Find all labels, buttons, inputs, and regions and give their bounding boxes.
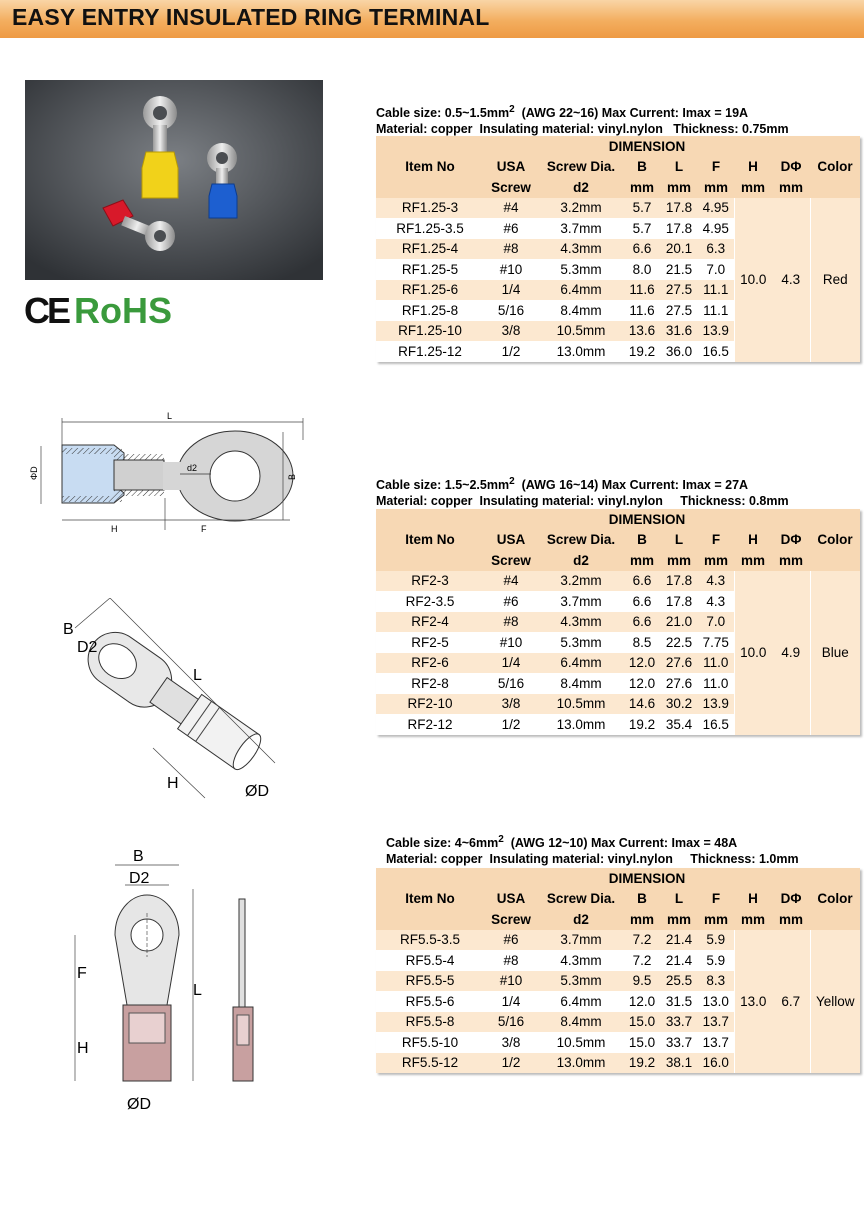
cell-item: RF1.25-12 — [376, 341, 484, 362]
dimension-table-2 — [376, 509, 860, 735]
cell-F: 13.9 — [698, 694, 734, 715]
header-usa: USA — [484, 889, 538, 910]
cell-screw: 8.4mm — [538, 673, 624, 694]
cell-item: RF1.25-3 — [376, 198, 484, 219]
cell-L: 33.7 — [660, 1012, 698, 1033]
cell-screw: 5.3mm — [538, 632, 624, 653]
cell-screw: 3.7mm — [538, 930, 624, 951]
dim-label-d2: d2 — [187, 463, 198, 473]
cell-dphi: 4.9 — [772, 571, 810, 735]
cell-H: 10.0 — [734, 571, 772, 735]
cell-item: RF5.5-6 — [376, 991, 484, 1012]
header-screw: Screw — [484, 909, 538, 930]
cell-L: 30.2 — [660, 694, 698, 715]
cell-usa: #6 — [484, 591, 538, 612]
header-F: F — [698, 530, 734, 551]
cell-F: 11.1 — [698, 300, 734, 321]
cell-L: 21.4 — [660, 950, 698, 971]
cell-F: 4.3 — [698, 571, 734, 592]
cell-screw: 10.5mm — [538, 1032, 624, 1053]
cell-screw: 13.0mm — [538, 341, 624, 362]
dim-label-H: H — [111, 524, 118, 534]
cell-F: 13.7 — [698, 1012, 734, 1033]
certification-logos — [24, 290, 172, 332]
front-label-B: B — [133, 848, 144, 865]
cell-color: Red — [810, 198, 860, 362]
cell-screw: 8.4mm — [538, 1012, 624, 1033]
ce-mark: CE — [24, 290, 69, 331]
cell-item: RF2-3 — [376, 571, 484, 592]
cell-usa: 5/16 — [484, 300, 538, 321]
cell-item: RF2-6 — [376, 653, 484, 674]
cell-usa: 5/16 — [484, 673, 538, 694]
header-B: B — [624, 530, 660, 551]
cell-B: 5.7 — [624, 218, 660, 239]
cell-L: 31.5 — [660, 991, 698, 1012]
cell-F: 5.9 — [698, 930, 734, 951]
cell-F: 4.95 — [698, 218, 734, 239]
cell-item: RF5.5-8 — [376, 1012, 484, 1033]
cell-B: 13.6 — [624, 321, 660, 342]
header-unit: mm — [624, 177, 660, 198]
cell-F: 13.0 — [698, 991, 734, 1012]
cell-L: 27.6 — [660, 653, 698, 674]
iso-label-L: L — [193, 667, 202, 684]
cell-dphi: 6.7 — [772, 930, 810, 1074]
cell-H: 13.0 — [734, 930, 772, 1074]
spec-block-1: Cable size: $0.5\sim 1.5mm^2$ (AWG 22~16) Max Current: Imax = 19A Material: copper Insulating material: vinyl.nylon Thickness: 0.75mm — [376, 104, 789, 137]
dim-label-phiD: ΦD — [29, 466, 39, 480]
cell-usa: #10 — [484, 259, 538, 280]
cell-screw: 6.4mm — [538, 991, 624, 1012]
table-row — [376, 571, 860, 592]
cell-F: 11.0 — [698, 653, 734, 674]
cell-B: 6.6 — [624, 612, 660, 633]
dim-label-L: L — [167, 411, 173, 421]
cell-usa: 3/8 — [484, 1032, 538, 1053]
cell-usa: #8 — [484, 239, 538, 260]
header-item-no: Item No — [376, 868, 484, 930]
header-row — [376, 136, 860, 157]
cell-B: 12.0 — [624, 653, 660, 674]
cell-screw: 5.3mm — [538, 259, 624, 280]
cell-usa: 1/4 — [484, 991, 538, 1012]
cell-usa: #10 — [484, 632, 538, 653]
header-unit: mm — [734, 909, 772, 930]
cell-F: 13.7 — [698, 1032, 734, 1053]
cell-B: 9.5 — [624, 971, 660, 992]
cell-item: RF1.25-4 — [376, 239, 484, 260]
dim-label-B: B — [287, 473, 297, 480]
cell-B: 6.6 — [624, 571, 660, 592]
front-label-L: L — [193, 982, 202, 999]
front-label-OD: ØD — [127, 1096, 151, 1113]
cell-item: RF2-10 — [376, 694, 484, 715]
cell-screw: 4.3mm — [538, 950, 624, 971]
cell-F: 11.1 — [698, 280, 734, 301]
cell-F: 16.5 — [698, 341, 734, 362]
header-d2: d2 — [538, 909, 624, 930]
header-H: H — [734, 157, 772, 178]
cell-L: 35.4 — [660, 714, 698, 735]
cell-screw: 13.0mm — [538, 714, 624, 735]
cell-dphi: 4.3 — [772, 198, 810, 362]
cell-screw: 5.3mm — [538, 971, 624, 992]
cell-color: Yellow — [810, 930, 860, 1074]
rohs-mark: RoHS — [74, 290, 173, 331]
diagram-iso-view — [55, 598, 295, 808]
cell-item: RF1.25-5 — [376, 259, 484, 280]
iso-label-D2: D2 — [77, 639, 98, 656]
cell-usa: 1/2 — [484, 714, 538, 735]
cell-screw: 6.4mm — [538, 280, 624, 301]
cell-L: 21.0 — [660, 612, 698, 633]
cell-item: RF1.25-6 — [376, 280, 484, 301]
cell-screw: 10.5mm — [538, 321, 624, 342]
header-unit: mm — [772, 550, 810, 571]
cell-B: 7.2 — [624, 930, 660, 951]
cell-B: 8.5 — [624, 632, 660, 653]
cell-B: 19.2 — [624, 714, 660, 735]
spec-block-3: Cable size: $4\sim 6mm^2$ (AWG 12~10) Max Current: Imax = 48A Material: copper Insulating material: vinyl.nylon Thickness: 1.0mm — [386, 834, 799, 867]
cell-usa: 1/4 — [484, 653, 538, 674]
cell-usa: 5/16 — [484, 1012, 538, 1033]
header-unit: mm — [734, 177, 772, 198]
header-unit: mm — [624, 909, 660, 930]
cell-F: 4.3 — [698, 591, 734, 612]
header-B: B — [624, 157, 660, 178]
cell-screw: 3.7mm — [538, 218, 624, 239]
cell-usa: #4 — [484, 571, 538, 592]
cell-screw: 3.2mm — [538, 571, 624, 592]
cell-F: 7.0 — [698, 259, 734, 280]
cell-L: 25.5 — [660, 971, 698, 992]
header-dphi: DΦ — [772, 530, 810, 551]
header-unit: mm — [660, 909, 698, 930]
dimension-table-1 — [376, 136, 860, 362]
cell-item: RF1.25-3.5 — [376, 218, 484, 239]
cell-usa: 1/2 — [484, 341, 538, 362]
cell-F: 11.0 — [698, 673, 734, 694]
header-L: L — [660, 157, 698, 178]
cell-screw: 4.3mm — [538, 239, 624, 260]
cell-screw: 3.2mm — [538, 198, 624, 219]
header-unit: mm — [624, 550, 660, 571]
cell-B: 7.2 — [624, 950, 660, 971]
cell-L: 27.5 — [660, 280, 698, 301]
header-d2: d2 — [538, 550, 624, 571]
header-dphi: DΦ — [772, 889, 810, 910]
front-label-F: F — [77, 965, 87, 982]
header-unit: mm — [698, 909, 734, 930]
iso-label-OD: ØD — [245, 783, 269, 800]
title-bar — [0, 0, 864, 38]
cell-F: 7.75 — [698, 632, 734, 653]
cell-screw: 3.7mm — [538, 591, 624, 612]
header-F: F — [698, 157, 734, 178]
cell-L: 36.0 — [660, 341, 698, 362]
header-screw: Screw — [484, 177, 538, 198]
cell-F: 4.95 — [698, 198, 734, 219]
front-label-H: H — [77, 1040, 89, 1057]
header-unit: mm — [772, 909, 810, 930]
header-screw-dia: Screw Dia. — [538, 530, 624, 551]
header-screw: Screw — [484, 550, 538, 571]
header-dimension: DIMENSION — [484, 868, 810, 889]
header-row — [376, 868, 860, 889]
header-item-no: Item No — [376, 509, 484, 571]
cell-L: 38.1 — [660, 1053, 698, 1074]
cell-L: 21.4 — [660, 930, 698, 951]
cell-item: RF2-4 — [376, 612, 484, 633]
header-unit: mm — [660, 550, 698, 571]
cell-L: 22.5 — [660, 632, 698, 653]
cell-B: 6.6 — [624, 591, 660, 612]
cell-L: 17.8 — [660, 198, 698, 219]
cell-item: RF2-5 — [376, 632, 484, 653]
cell-color: Blue — [810, 571, 860, 735]
header-unit: mm — [698, 177, 734, 198]
cell-screw: 6.4mm — [538, 653, 624, 674]
spec-block-2: Cable size: $1.5\sim 2.5mm^2$ (AWG 16~14) Max Current: Imax = 27A Material: copper Insulating material: vinyl.nylon Thickness: 0.8mm — [376, 476, 789, 509]
header-dimension: DIMENSION — [484, 136, 810, 157]
cell-F: 7.0 — [698, 612, 734, 633]
cell-B: 8.0 — [624, 259, 660, 280]
header-dphi: DΦ — [772, 157, 810, 178]
header-H: H — [734, 889, 772, 910]
iso-label-B: B — [63, 621, 74, 638]
cell-item: RF5.5-3.5 — [376, 930, 484, 951]
cell-B: 15.0 — [624, 1012, 660, 1033]
diagram-front-view — [65, 845, 265, 1120]
cell-L: 17.8 — [660, 591, 698, 612]
iso-label-H: H — [167, 775, 179, 792]
cell-B: 12.0 — [624, 673, 660, 694]
cell-B: 15.0 — [624, 1032, 660, 1053]
cell-item: RF5.5-5 — [376, 971, 484, 992]
page-title: EASY ENTRY INSULATED RING TERMINAL — [12, 4, 490, 30]
cell-item: RF2-8 — [376, 673, 484, 694]
cell-screw: 10.5mm — [538, 694, 624, 715]
cell-usa: #6 — [484, 218, 538, 239]
header-d2: d2 — [538, 177, 624, 198]
cell-B: 19.2 — [624, 1053, 660, 1074]
cell-screw: 13.0mm — [538, 1053, 624, 1074]
front-label-D2: D2 — [129, 870, 150, 887]
cell-H: 10.0 — [734, 198, 772, 362]
header-dimension: DIMENSION — [484, 509, 810, 530]
header-usa: USA — [484, 157, 538, 178]
cell-item: RF2-3.5 — [376, 591, 484, 612]
cell-usa: 1/4 — [484, 280, 538, 301]
cell-usa: 3/8 — [484, 694, 538, 715]
header-color: Color — [810, 136, 860, 198]
header-H: H — [734, 530, 772, 551]
cell-L: 31.6 — [660, 321, 698, 342]
cell-B: 14.6 — [624, 694, 660, 715]
cell-usa: #10 — [484, 971, 538, 992]
header-L: L — [660, 889, 698, 910]
cell-L: 17.8 — [660, 218, 698, 239]
cell-item: RF2-12 — [376, 714, 484, 735]
cell-item: RF1.25-8 — [376, 300, 484, 321]
cell-L: 21.5 — [660, 259, 698, 280]
cell-usa: 3/8 — [484, 321, 538, 342]
dim-label-F: F — [201, 524, 207, 534]
cell-L: 27.5 — [660, 300, 698, 321]
dimension-table-3 — [376, 868, 860, 1073]
cell-B: 19.2 — [624, 341, 660, 362]
cell-B: 11.6 — [624, 280, 660, 301]
header-L: L — [660, 530, 698, 551]
header-color: Color — [810, 868, 860, 930]
cell-B: 5.7 — [624, 198, 660, 219]
header-item-no: Item No — [376, 136, 484, 198]
header-B: B — [624, 889, 660, 910]
cell-usa: #8 — [484, 950, 538, 971]
cell-B: 12.0 — [624, 991, 660, 1012]
header-row — [376, 509, 860, 530]
cell-F: 8.3 — [698, 971, 734, 992]
header-unit: mm — [698, 550, 734, 571]
cell-B: 11.6 — [624, 300, 660, 321]
header-screw-dia: Screw Dia. — [538, 157, 624, 178]
cell-L: 17.8 — [660, 571, 698, 592]
cell-F: 6.3 — [698, 239, 734, 260]
header-usa: USA — [484, 530, 538, 551]
header-F: F — [698, 889, 734, 910]
diagram-side-view — [25, 410, 325, 540]
product-photo — [25, 80, 323, 280]
table-row — [376, 198, 860, 219]
cell-item: RF1.25-10 — [376, 321, 484, 342]
cell-F: 16.0 — [698, 1053, 734, 1074]
cell-B: 6.6 — [624, 239, 660, 260]
cell-L: 20.1 — [660, 239, 698, 260]
table-row — [376, 930, 860, 951]
cell-F: 16.5 — [698, 714, 734, 735]
header-unit: mm — [734, 550, 772, 571]
cell-item: RF5.5-10 — [376, 1032, 484, 1053]
cell-F: 5.9 — [698, 950, 734, 971]
cell-L: 33.7 — [660, 1032, 698, 1053]
cell-usa: #6 — [484, 930, 538, 951]
header-unit: mm — [772, 177, 810, 198]
cell-F: 13.9 — [698, 321, 734, 342]
cell-item: RF5.5-4 — [376, 950, 484, 971]
header-screw-dia: Screw Dia. — [538, 889, 624, 910]
cell-screw: 8.4mm — [538, 300, 624, 321]
header-unit: mm — [660, 177, 698, 198]
cell-L: 27.6 — [660, 673, 698, 694]
cell-usa: #4 — [484, 198, 538, 219]
cell-screw: 4.3mm — [538, 612, 624, 633]
header-color: Color — [810, 509, 860, 571]
cell-item: RF5.5-12 — [376, 1053, 484, 1074]
cell-usa: 1/2 — [484, 1053, 538, 1074]
cell-usa: #8 — [484, 612, 538, 633]
